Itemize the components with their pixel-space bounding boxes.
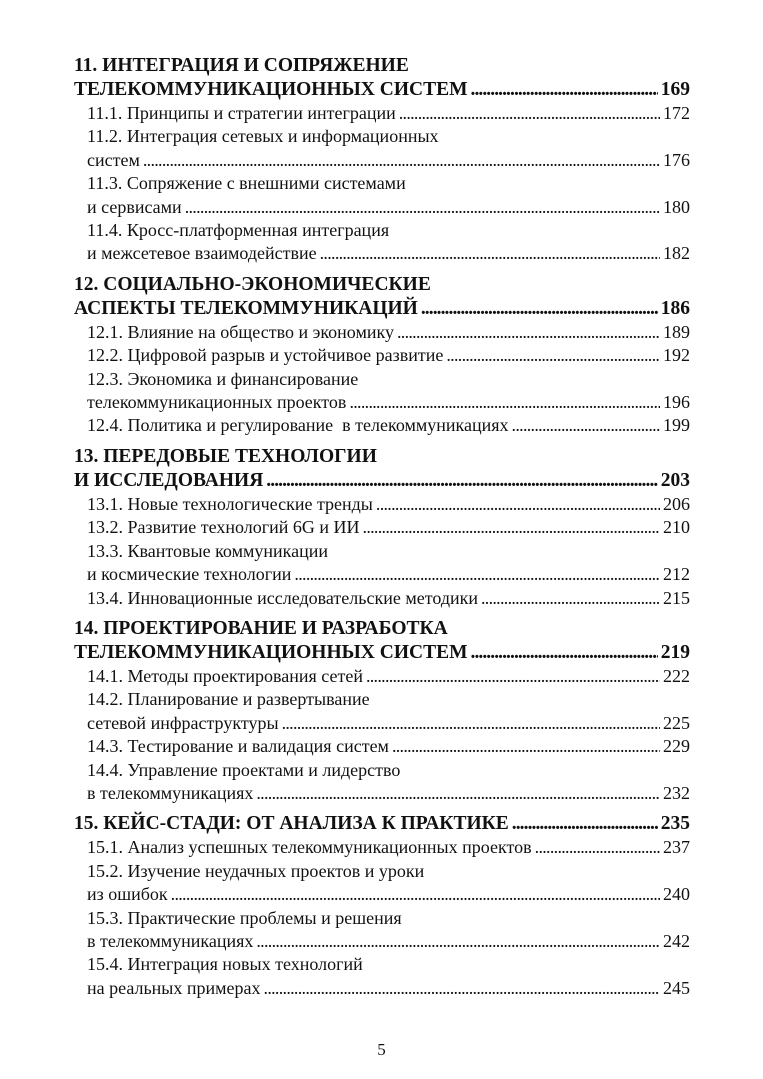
section-title: 13.2. Развитие технологий 6G и ИИ [87,517,360,538]
section-page-number: 240 [663,884,690,905]
chapter-entry [74,78,690,102]
section-page-number: 212 [663,564,690,585]
section-page-number: 192 [663,345,690,366]
section-title: 12.3. Экономика и финансирование [87,368,359,389]
section-page-number: 232 [663,782,690,803]
chapter-title: 14. ПРОЕКТИРОВАНИЕ И РАЗРАБОТКА [74,617,448,639]
section-page-number: 176 [663,149,690,170]
section-page-number: 172 [663,103,690,123]
section-page-number: 180 [663,196,690,217]
chapter-page-number: 169 [660,79,690,100]
dot-leader [256,930,660,953]
section-title: 15.2. Изучение неудачных проектов и уроки [87,860,425,881]
chapter-title: ТЕЛЕКОММУНИКАЦИОННЫХ СИСТЕМ [74,79,468,100]
toc-section [74,344,690,367]
table-of-contents [74,54,690,1000]
chapter-title: 12. СОЦИАЛЬНО-ЭКОНОМИЧЕСКИЕ [74,273,431,295]
toc-section [74,102,690,125]
section-page-number: 215 [663,587,690,608]
section-title: 13.1. Новые технологические тренды [87,493,373,514]
section-title: 15.4. Интеграция новых технологий [87,954,363,975]
page-number: 5 [377,1040,386,1059]
section-title: 11.2. Интеграция сетевых и информационных [87,126,439,147]
dot-leader [376,493,660,516]
dot-leader [397,321,660,344]
toc-chapter-15 [74,812,690,1000]
toc-section [74,735,690,758]
chapter-title: И ИССЛЕДОВАНИЯ [74,469,264,491]
dot-leader [171,883,660,906]
dot-leader [471,641,658,665]
section-title: 11.3. Сопряжение с внешними системами [87,173,406,194]
dot-leader [294,563,660,586]
dot-leader [363,516,660,539]
dot-leader [392,735,660,758]
dot-leader [349,391,660,414]
section-page-number: 189 [663,321,690,342]
section-page-number: 245 [663,977,690,998]
toc-section [74,665,690,688]
section-title: 14.2. Планирование и развертывание [87,689,370,710]
chapter-page-number: 219 [660,641,690,663]
section-title: 13.4. Инновационные исследовательские методики [87,587,478,608]
chapter-entry [74,469,690,493]
section-title: 13.3. Квантовые коммуникации [87,540,328,561]
section-page-number: 225 [663,712,690,733]
dot-leader [282,712,660,735]
toc-chapter-14 [74,617,690,805]
section-title-continued: систем [87,149,140,170]
section-title: 14.4. Управление проектами и лидерство [87,759,401,780]
section-title-continued: на реальных примерах [87,977,261,998]
dot-leader [256,782,660,805]
section-title: 14.1. Методы проектирования сетей [87,665,363,686]
toc-chapter-12 [74,273,690,438]
dot-leader [143,149,660,172]
section-title-continued: и сервисами [87,196,182,217]
section-page-number: 229 [663,736,690,757]
toc-section [74,953,690,1000]
chapter-entry [74,641,690,665]
section-title-continued: сетевой инфраструктуры [87,712,279,733]
section-page-number: 196 [663,392,690,413]
dot-leader [366,665,660,688]
section-title-continued: и космические технологии [87,564,292,585]
toc-section [74,759,690,806]
dot-leader [266,469,657,493]
section-title: 15.3. Практические проблемы и решения [87,907,402,928]
toc-section [74,836,690,859]
section-page-number: 206 [663,493,690,514]
toc-section [74,540,690,587]
section-page-number: 242 [663,930,690,951]
dot-leader [471,78,658,102]
toc-section [74,172,690,219]
toc-section [74,321,690,344]
dot-leader [512,812,658,836]
section-title: 11.4. Кросс-платформенная интеграция [87,220,390,241]
toc-section [74,688,690,735]
toc-section [74,219,690,266]
toc-section [74,493,690,516]
section-page-number: 210 [663,517,690,538]
section-title: 12.1. Влияние на общество и экономику [87,321,394,342]
toc-section [74,125,690,172]
section-page-number: 182 [663,243,690,264]
toc-section [74,516,690,539]
dot-leader [185,196,660,219]
toc-section [74,907,690,954]
dot-leader [512,414,660,437]
toc-chapter-11 [74,54,690,266]
dot-leader [481,587,660,610]
section-page-number: 222 [663,665,690,686]
dot-leader [446,344,660,367]
section-title: 15.1. Анализ успешных телекоммуникационных проектов [87,837,532,858]
toc-section [74,414,690,437]
section-title-continued: и межсетевое взаимодействие [87,243,317,264]
section-title-continued: в телекоммуникациях [87,930,254,951]
chapter-page-number: 186 [660,297,690,319]
section-title: 14.3. Тестирование и валидация систем [87,736,389,757]
chapter-title: АСПЕКТЫ ТЕЛЕКОММУНИКАЦИЙ [74,297,418,319]
dot-leader [320,242,660,265]
chapter-title: 13. ПЕРЕДОВЫЕ ТЕХНОЛОГИИ [74,445,377,467]
chapter-entry [74,297,690,321]
section-title-continued: телекоммуникационных проектов [87,392,347,413]
dot-leader [399,102,660,125]
toc-section [74,860,690,907]
section-title: 12.4. Политика и регулирование в телекоммуникациях [87,415,509,436]
toc-chapter-13 [74,445,690,610]
chapter-page-number: 203 [660,469,690,491]
toc-section [74,368,690,415]
section-title: 11.1. Принципы и стратегии интеграции [87,103,396,123]
chapter-title: 11. ИНТЕГРАЦИЯ И СОПРЯЖЕНИЕ [74,55,409,76]
section-page-number: 199 [663,415,690,436]
dot-leader [264,977,660,1000]
section-title: 12.2. Цифровой разрыв и устойчивое развитие [87,345,444,366]
chapter-title: 15. КЕЙС-СТАДИ: ОТ АНАЛИЗА К ПРАКТИКЕ [74,813,509,835]
chapter-title: ТЕЛЕКОММУНИКАЦИОННЫХ СИСТЕМ [74,641,468,663]
section-page-number: 237 [663,837,690,858]
dot-leader [535,836,660,859]
section-title-continued: в телекоммуникациях [87,782,254,803]
chapter-page-number: 235 [660,813,690,835]
toc-section [74,587,690,610]
section-title-continued: из ошибок [87,884,168,905]
dot-leader [421,297,658,321]
chapter-entry [74,812,690,836]
